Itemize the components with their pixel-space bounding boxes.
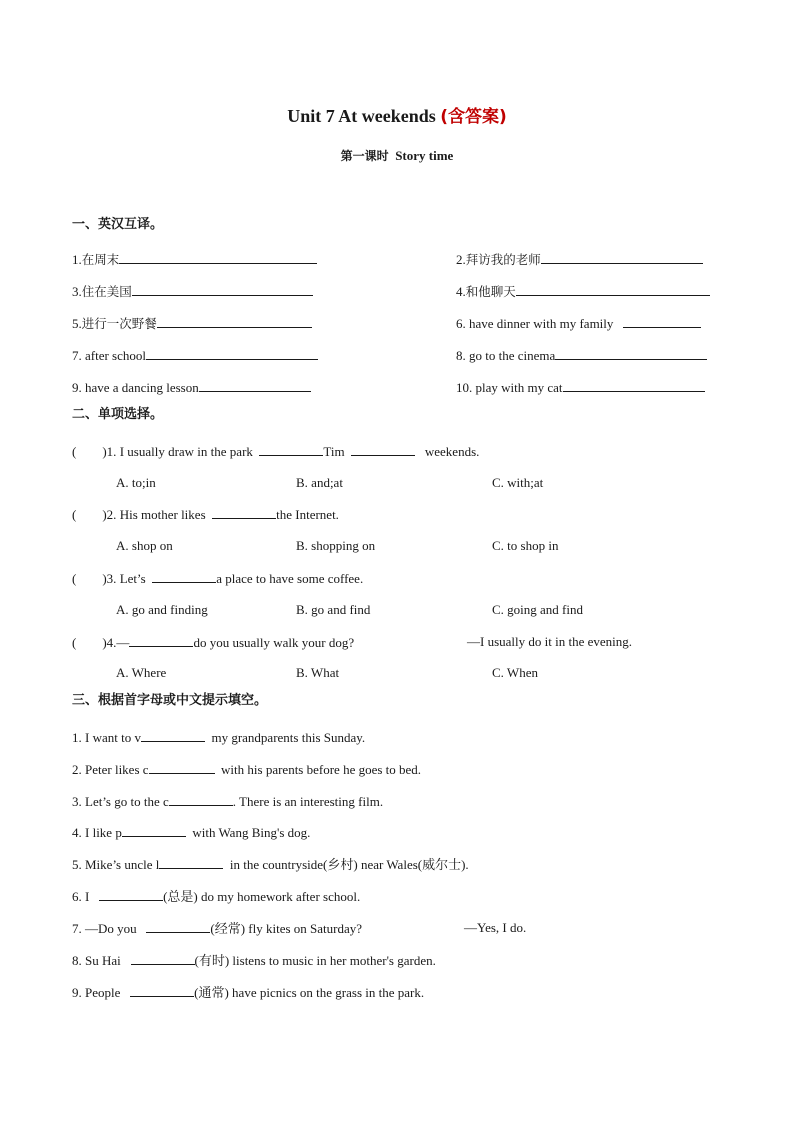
translation-item-9: 9. have a dancing lesson — [72, 378, 311, 397]
answer-blank[interactable] — [563, 378, 705, 392]
translation-item-4: 4.和他聊天 — [456, 282, 710, 301]
page-subtitle — [0, 147, 794, 165]
option-a[interactable]: A. Where — [116, 665, 167, 680]
option-b[interactable]: B. and;at — [296, 475, 343, 490]
answer-blank[interactable] — [541, 250, 703, 264]
fill-item-1: 1. I want to v my grandparents this Sunday. — [72, 730, 366, 745]
section-1-heading: 一、英汉互译。 — [72, 217, 164, 232]
answer-blank[interactable] — [146, 919, 210, 933]
translation-item-2: 2.拜访我的老师 — [456, 250, 703, 269]
choice-question-4: ( )4.— do you usually walk your dog? — [72, 635, 355, 650]
option-a[interactable]: A. shop on — [116, 538, 173, 553]
subtitle-lesson: 第一课时 — [340, 149, 389, 163]
answer-blank[interactable] — [555, 346, 707, 360]
translation-item-1: 1.在周末 — [72, 250, 317, 269]
fill-item-6: 6. I (总是) do my homework after school. — [72, 889, 361, 904]
fill-item-7-answer: —Yes, I do. — [464, 920, 527, 935]
choice-question-4-answer: —I usually do it in the evening. — [467, 634, 633, 649]
fill-item-2: 2. Peter likes c with his parents before he goes to bed. — [72, 762, 422, 777]
answer-blank[interactable] — [159, 855, 223, 869]
option-b[interactable]: B. shopping on — [296, 538, 376, 553]
option-c[interactable]: C. going and find — [492, 602, 583, 617]
option-c[interactable]: C. with;at — [492, 475, 544, 490]
translation-item-10: 10. play with my cat — [456, 378, 705, 397]
answer-blank[interactable] — [516, 282, 710, 296]
section-3-heading: 三、根据首字母或中文提示填空。 — [72, 693, 268, 708]
translation-item-7: 7. after school — [72, 346, 318, 365]
answer-blank[interactable] — [623, 314, 701, 328]
fill-item-4: 4. I like p with Wang Bing's dog. — [72, 825, 311, 840]
title-answer-note: (含答案) — [440, 107, 507, 127]
fill-item-9: 9. People (通常) have picnics on the grass in the park. — [72, 985, 425, 1000]
answer-blank[interactable] — [119, 250, 317, 264]
answer-blank[interactable] — [131, 951, 195, 965]
translation-item-6: 6. have dinner with my family — [456, 314, 701, 333]
answer-blank[interactable] — [129, 633, 193, 647]
answer-blank[interactable] — [199, 378, 311, 392]
option-a[interactable]: A. to;in — [116, 475, 156, 490]
answer-blank[interactable] — [212, 505, 276, 519]
answer-blank[interactable] — [130, 983, 194, 997]
answer-blank[interactable] — [146, 346, 318, 360]
title-english: Unit 7 At weekends — [287, 106, 436, 126]
answer-blank[interactable] — [132, 282, 313, 296]
answer-blank[interactable] — [259, 442, 323, 456]
answer-blank[interactable] — [351, 442, 415, 456]
fill-item-8: 8. Su Hai (有时) listens to music in her mother's garden. — [72, 953, 436, 968]
fill-item-3: 3. Let’s go to the c . There is an interesting film. — [72, 794, 384, 809]
page-title — [0, 104, 794, 129]
translation-item-3: 3.住在美国 — [72, 282, 313, 301]
option-c[interactable]: C. to shop in — [492, 538, 559, 553]
choice-question-2: ( )2. His mother likes the Internet. — [72, 507, 339, 522]
choice-question-1: ( )1. I usually draw in the park Tim weekends. — [72, 444, 480, 459]
choice-question-3: ( )3. Let’s a place to have some coffee. — [72, 571, 364, 586]
answer-blank[interactable] — [99, 887, 163, 901]
fill-item-7: 7. —Do you (经常) fly kites on Saturday? — [72, 921, 363, 936]
translation-item-5: 5.进行一次野餐 — [72, 314, 312, 333]
answer-blank[interactable] — [152, 569, 216, 583]
option-a[interactable]: A. go and finding — [116, 602, 208, 617]
option-b[interactable]: B. What — [296, 665, 340, 680]
answer-blank[interactable] — [169, 792, 233, 806]
answer-blank[interactable] — [141, 728, 205, 742]
option-b[interactable]: B. go and find — [296, 602, 371, 617]
translation-item-8: 8. go to the cinema — [456, 346, 707, 365]
answer-blank[interactable] — [157, 314, 312, 328]
option-c[interactable]: C. When — [492, 665, 538, 680]
fill-item-5: 5. Mike’s uncle l in the countryside(乡村) near Wales(威尔士). — [72, 857, 469, 872]
answer-blank[interactable] — [122, 823, 186, 837]
subtitle-story-time: Story time — [395, 148, 454, 163]
section-2-heading: 二、单项选择。 — [72, 407, 164, 422]
answer-blank[interactable] — [149, 760, 215, 774]
